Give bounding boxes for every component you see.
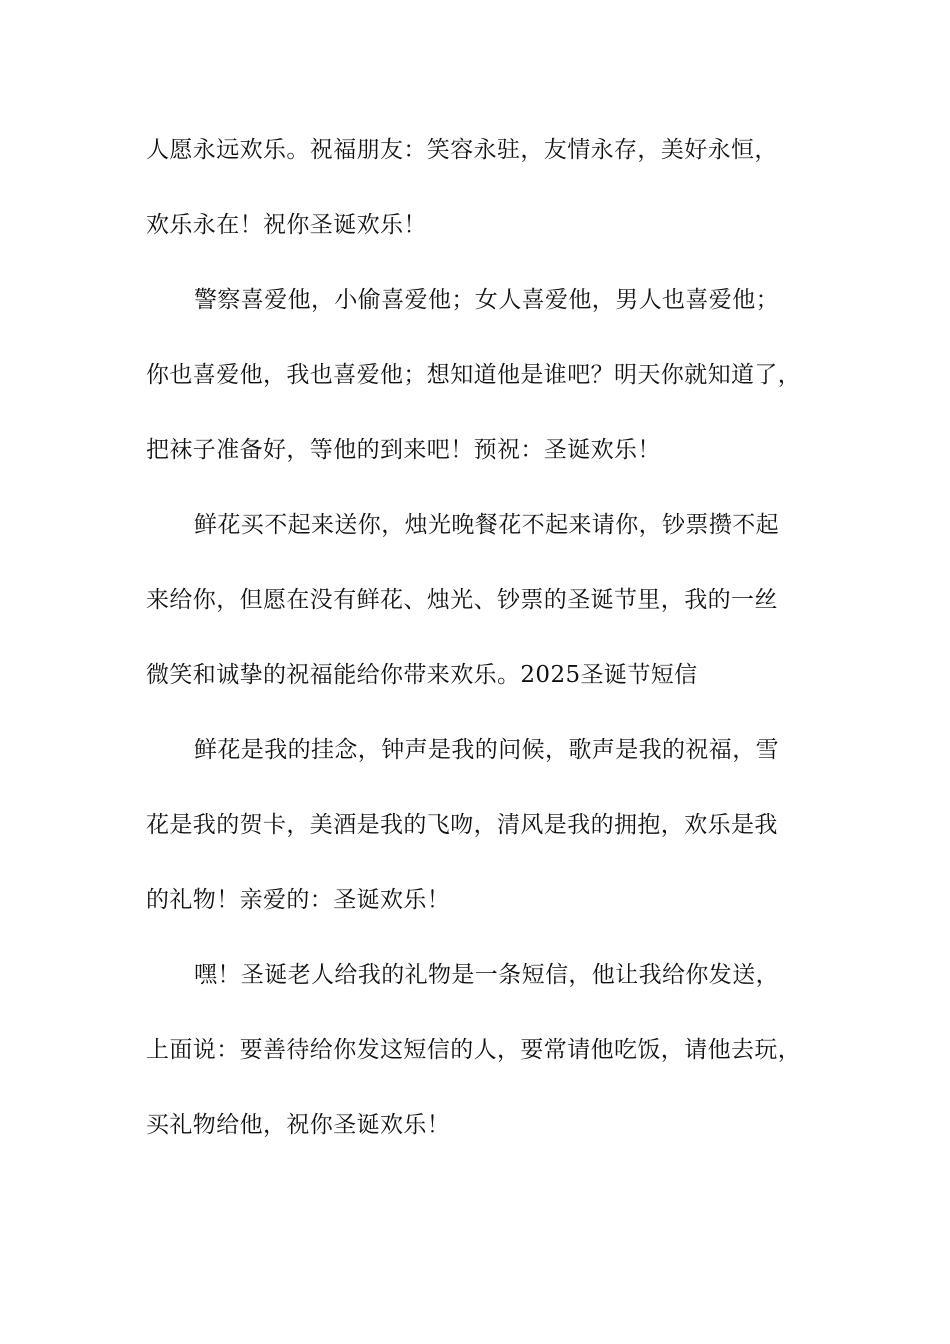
text-line-8: 微笑和诚挚的祝福能给你带来欢乐。2025圣诞节短信	[146, 662, 698, 688]
text-line-11: 的礼物！亲爱的：圣诞欢乐！	[146, 887, 451, 913]
text-line-1: 人愿永远欢乐。祝福朋友：笑容永驻，友情永存，美好永恒，	[146, 137, 778, 163]
text-line-6: 鲜花买不起来送你，烛光晚餐花不起来请你，钞票攒不起	[194, 512, 779, 538]
text-line-12: 嘿！圣诞老人给我的礼物是一条短信，他让我给你发送，	[194, 962, 779, 988]
text-line-3: 警察喜爱他，小偷喜爱他；女人喜爱他，男人也喜爱他；	[194, 287, 779, 313]
text-line-7: 来给你，但愿在没有鲜花、烛光、钞票的圣诞节里，我的一丝	[146, 587, 778, 613]
text-line-4: 你也喜爱他，我也喜爱他；想知道他是谁吧？明天你就知道了，	[146, 362, 802, 388]
text-line-14: 买礼物给他，祝你圣诞欢乐！	[146, 1112, 451, 1138]
text-line-9: 鲜花是我的挂念，钟声是我的问候，歌声是我的祝福，雪	[194, 737, 779, 763]
text-line-13: 上面说：要善待给你发这短信的人，要常请他吃饭，请他去玩，	[146, 1037, 802, 1063]
text-line-10: 花是我的贺卡，美酒是我的飞吻，清风是我的拥抱，欢乐是我	[146, 812, 778, 838]
text-line-5: 把袜子准备好，等他的到来吧！预祝：圣诞欢乐！	[146, 437, 661, 463]
text-line-2: 欢乐永在！祝你圣诞欢乐！	[146, 212, 427, 238]
